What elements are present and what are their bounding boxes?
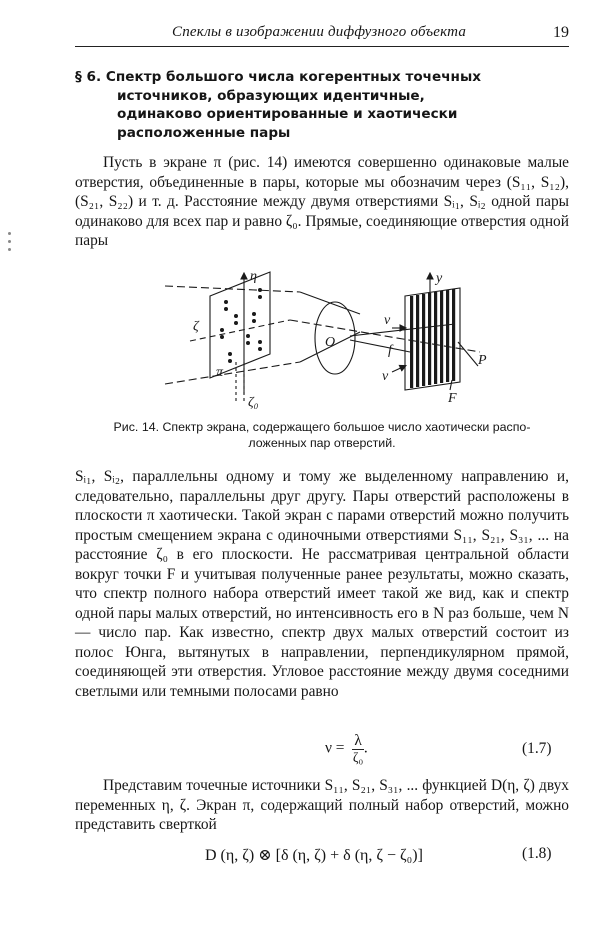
- paragraph-convolution: Представим точечные источники S₁₁, S₂₁, S₃₁, ... функцией D(η, ζ) двух переменных η, ζ. Экран π, содержащий полный набор отверстий, можно представить сверткой: [75, 777, 569, 833]
- label-f: f: [388, 343, 392, 358]
- equation-1-8: D (η, ζ) ⊗ [δ (η, ζ) + δ (η, ζ − ζ₀)]: [205, 847, 423, 864]
- label-zeta: ζ: [193, 319, 199, 334]
- label-zeta0: ζ₀: [248, 395, 259, 410]
- equation-fraction: [352, 732, 363, 766]
- label-O: O: [325, 335, 336, 350]
- fringe-plane: [405, 288, 460, 390]
- equation-number: (1.8): [522, 845, 552, 862]
- hole-pairs: [220, 288, 262, 363]
- equation-1-7: [325, 732, 368, 766]
- equation-denominator: ζ₀: [352, 750, 364, 765]
- running-header: Спеклы в изображении диффузного объекта: [172, 24, 467, 40]
- label-eta: η: [250, 269, 257, 284]
- label-P: P: [478, 353, 487, 368]
- label-y: y: [436, 271, 443, 286]
- margin-mark: [8, 232, 11, 235]
- margin-mark: [8, 240, 11, 243]
- header-rule: [75, 46, 569, 47]
- label-nu-bottom: ν: [382, 369, 389, 384]
- figure-14-diagram: [160, 266, 500, 416]
- zeta-axis: [190, 320, 290, 341]
- page-number: 19: [553, 24, 569, 41]
- section-heading-line: источников, образующих идентичные,: [117, 87, 425, 104]
- equation-tail: .: [363, 739, 368, 757]
- section-heading-line: § 6. Спектр большого числа когерентных точечных: [75, 69, 482, 85]
- margin-mark: [8, 248, 11, 251]
- paragraph-intro: Пусть в экране π (рис. 14) имеются совершенно одинаковые малые отверстия, объединенные в пары, которые мы обозначим через (S₁₁, S₁₂), (S₂₁, S₂₂) и т. д. Расстояние между двумя отверстиями Sᵢ₁, Sᵢ₂ одной пары одинаково для всех пар и равно ζ₀. Прямые, соединяющие отверстия одной пары: [75, 154, 569, 249]
- equation-number: (1.7): [522, 740, 552, 757]
- figure-caption: [75, 419, 569, 451]
- label-nu-top: ν: [384, 313, 391, 328]
- label-F: F: [448, 391, 457, 406]
- section-heading-line: расположенные пары: [117, 124, 291, 141]
- section-heading-line: одинаково ориентированные и хаотически: [117, 106, 458, 122]
- label-pi: π: [216, 365, 224, 380]
- young-fringes: [410, 289, 455, 388]
- paragraph-main: Sᵢ₁, Sᵢ₂, параллельны одному и тому же выделенному направлению и, следовательно, параллельны друг другу. Пары отверстий расположены в плоскости π хаотически. Такой экран с парами отверстий можно получить простым смещением экрана с одиночными отверстиями S₁₁, S₂₁, S₃₁, ... на расстояние ζ₀ в его плоскости. Не рассматривая центральной области вокруг точки F и учитывая полученные ранее результаты, можно сказать, что спектр полного набора отверстий имеет такой же вид, как и спектр одной пары малых отверстий, но интенсивность его в N раз больше, чем N — число пар. Как известно, спектр двух малых отверстий состоит из полос Юнга, вытянутых в направлении, перпендикулярном прямой, соединяющей эти отверстия. Угловое расстояние между двумя соседними светлыми или темными полосами равно: [75, 468, 569, 700]
- caption-line: ложенных пар отверстий.: [248, 436, 396, 450]
- equation-lhs: ν =: [325, 739, 345, 757]
- section-heading: [75, 68, 545, 142]
- caption-line: Рис. 14. Спектр экрана, содержащего большое число хаотически распо-: [113, 420, 531, 434]
- equation-numerator: λ: [354, 732, 362, 749]
